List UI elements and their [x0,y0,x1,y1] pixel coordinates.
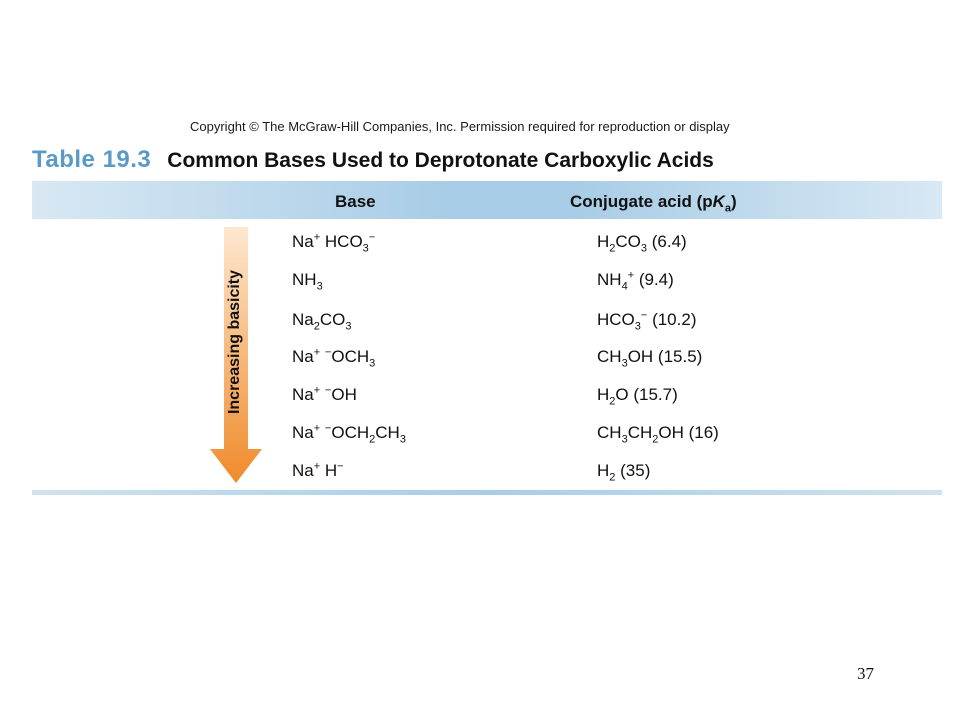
conjugate-acid-cell: $H_2$ (35) [597,461,651,484]
conjugate-acid-cell: $NH_4^+$ (9.4) [597,269,674,293]
table-title [32,146,714,174]
table-bottom-rule [32,490,942,495]
table-header-band [32,181,942,219]
table-caption: Common Bases Used to Deprotonate Carboxylic Acids [167,149,714,172]
conjugate-acid-cell: $CH_3OH$ (15.5) [597,347,703,370]
page-number: 37 [857,664,874,683]
table-number: Table 19.3 [32,146,152,173]
conjugate-acid-cell: $H_2CO_3$ (6.4) [597,232,687,255]
conjugate-acid-cell: $CH_3CH_2OH$ (16) [597,423,719,446]
base-cell: Na+ $^-OCH_2CH_3$ [292,422,406,446]
header-conjugate-acid: Conjugate acid $(pK_a)$ [570,192,737,215]
base-cell: $NH_3$ [292,270,323,293]
base-cell: $Na_2CO_3$ [292,310,352,333]
base-cell: Na+ $^-OCH_3$ [292,346,376,370]
base-cell: Na+ H− [292,460,344,480]
base-cell: Na+ $HCO_3^-$ [292,231,376,255]
base-cell: Na+ −OH [292,384,357,404]
arrow-label: Increasing basicity [226,269,243,415]
copyright-notice: Copyright © The McGraw-Hill Companies, Inc. Permission required for reproduction or display [190,119,730,134]
header-base: Base [335,192,376,211]
conjugate-acid-cell: $H_2O$ (15.7) [597,385,678,408]
conjugate-acid-cell: $HCO_3^-$ (10.2) [597,309,697,333]
